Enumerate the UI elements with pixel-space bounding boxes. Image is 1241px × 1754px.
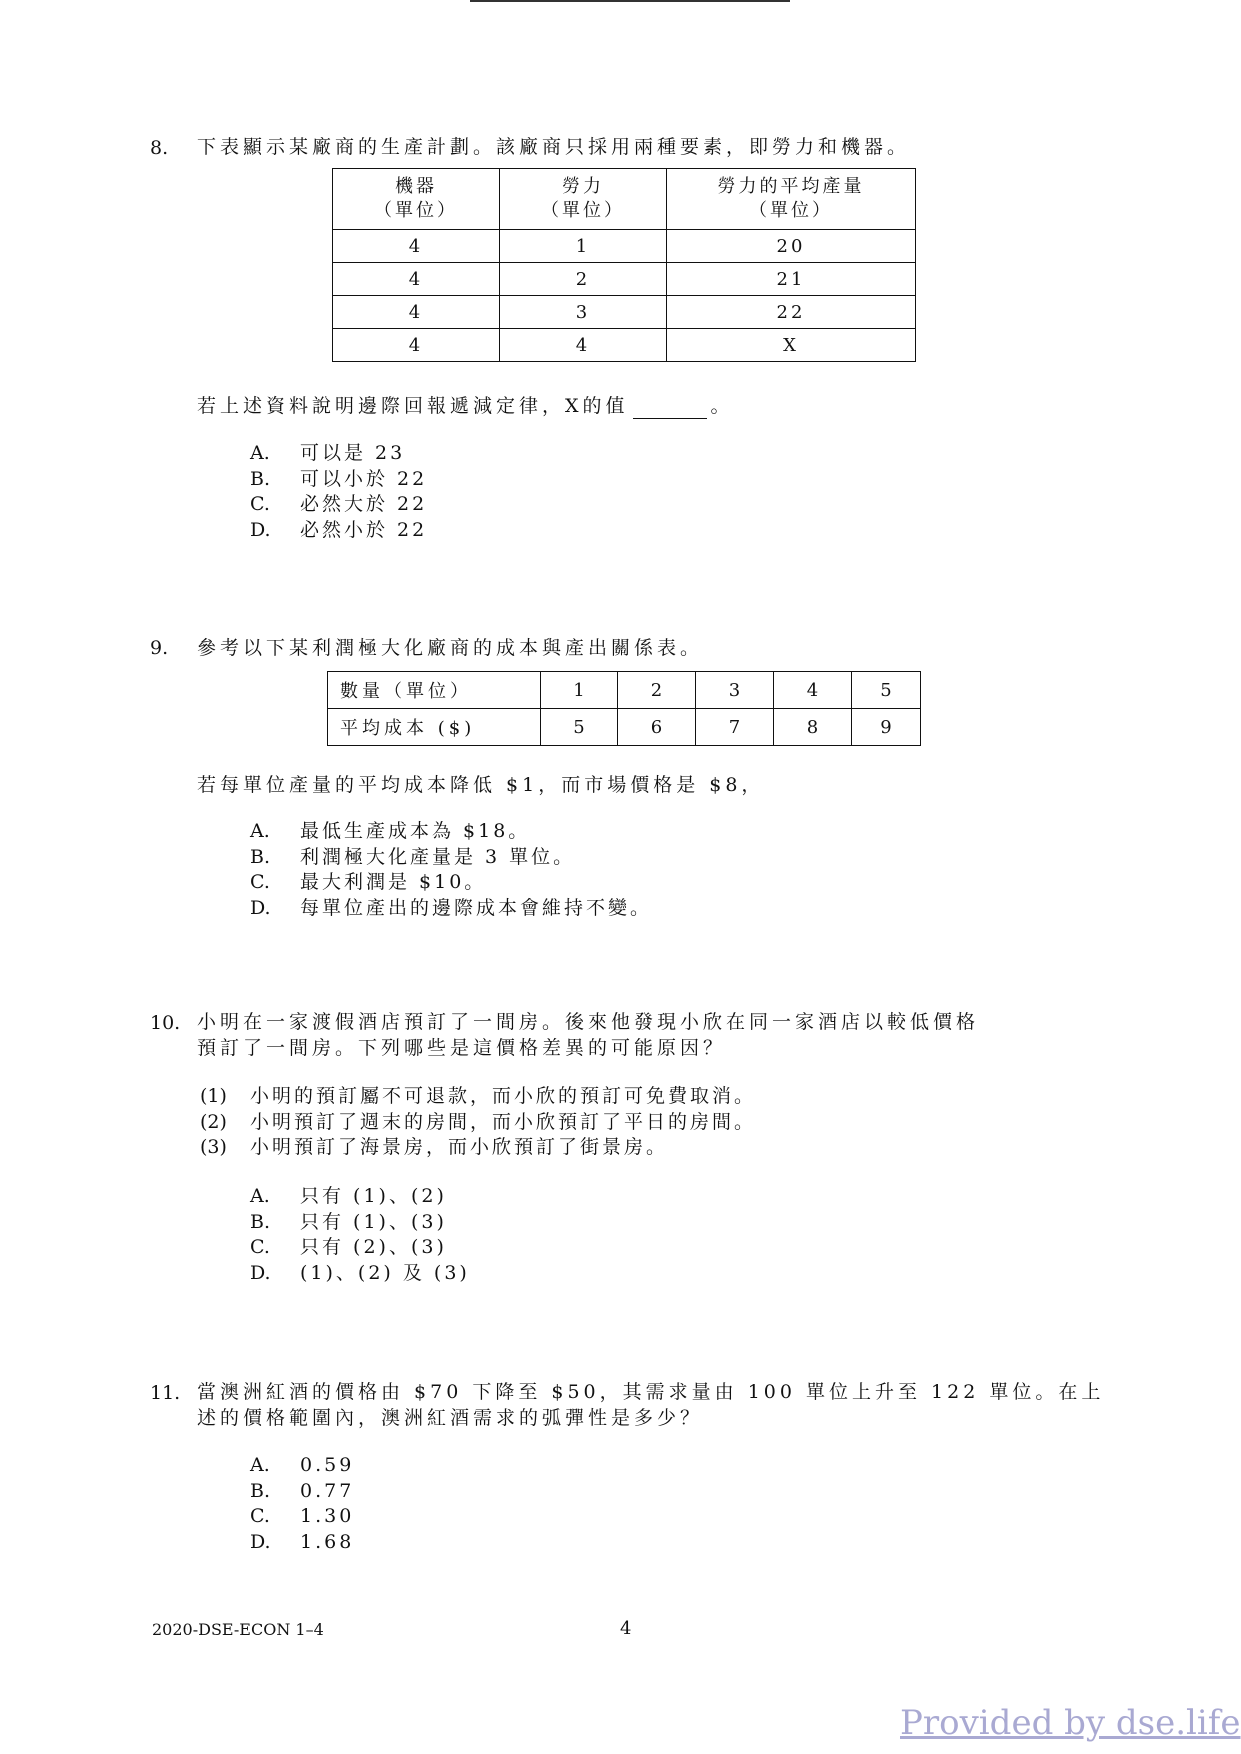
q9-number: 9. (150, 637, 169, 659)
statement-3: (3) 小明預訂了海景房，而小欣預訂了街景房。 (200, 1136, 669, 1158)
q9-text: 參考以下某利潤極大化廠商的成本與產出關係表。 (197, 637, 704, 659)
q8-question: 若上述資料說明邊際回報遞減定律，X的值 。 (197, 395, 734, 417)
q11-text: 當澳洲紅酒的價格由 $70 下降至 $50，其需求量由 100 單位上升至 122 單位。在上 述的價格範圍內，澳洲紅酒需求的弧彈性是多少？ (197, 1381, 1105, 1429)
q10-statements (200, 1084, 756, 1161)
option-c: C. 1.30 (250, 1505, 355, 1527)
q9-table (327, 671, 921, 746)
q9-average-cost-label: 平均成本 ($) (328, 709, 541, 746)
option-a: A. 只有 (1)、(2) (250, 1185, 447, 1207)
table-row: 數量（單位） 1 2 3 4 5 (328, 672, 921, 709)
q9-question: 若每單位產量的平均成本降低 $1，而市場價格是 $8， (197, 774, 765, 796)
q8-header-average-product: 勞力的平均產量 （單位） (667, 169, 916, 230)
q10-number: 10. (150, 1012, 181, 1034)
q8-text: 下表顯示某廠商的生產計劃。該廠商只採用兩種要素，即勞力和機器。 (197, 136, 911, 158)
q8-header-labour: 勞力 （單位） (500, 169, 667, 230)
option-b: B. 可以小於 22 (250, 467, 428, 490)
option-c: C. 最大利潤是 $10。 (250, 871, 487, 893)
statement-1: (1) 小明的預訂屬不可退款，而小欣的預訂可免費取消。 (200, 1085, 757, 1107)
option-a: A. 0.59 (250, 1454, 355, 1476)
option-d: D. 1.68 (250, 1530, 355, 1553)
page-number: 4 (620, 1618, 632, 1639)
option-a: A. 最低生產成本為 $18。 (250, 820, 531, 842)
option-d: D. (1)、(2) 及 (3) (250, 1261, 470, 1284)
q11-options (250, 1453, 354, 1555)
q8-options (250, 441, 427, 543)
table-row: 4 1 20 (333, 230, 916, 263)
q8-table (332, 168, 916, 362)
option-b: B. 0.77 (250, 1479, 355, 1502)
option-c: C. 必然大於 22 (250, 493, 428, 515)
q11-number: 11. (150, 1382, 181, 1404)
answer-blank (633, 400, 707, 419)
q8-header-machine: 機器 （單位） (333, 169, 500, 230)
q10-text: 小明在一家渡假酒店預訂了一間房。後來他發現小欣在同一家酒店以較低價格 預訂了一間房。下列哪些是這價格差異的可能原因？ (197, 1011, 980, 1059)
option-a: A. 可以是 23 (250, 442, 406, 464)
option-b: B. 只有 (1)、(3) (250, 1210, 447, 1233)
watermark-link[interactable]: Provided by dse.life (900, 1703, 1241, 1743)
top-rule (470, 0, 790, 2)
option-d: D. 每單位產出的邊際成本會維持不變。 (250, 896, 653, 919)
table-row: 4 4 X (333, 329, 916, 362)
q9-options (250, 819, 652, 921)
paper-code: 2020-DSE-ECON 1–4 (152, 1620, 324, 1639)
statement-2: (2) 小明預訂了週末的房間，而小欣預訂了平日的房間。 (200, 1110, 757, 1133)
option-d: D. 必然小於 22 (250, 518, 428, 541)
q10-options (250, 1184, 470, 1286)
table-row: 4 3 22 (333, 296, 916, 329)
option-c: C. 只有 (2)、(3) (250, 1236, 447, 1258)
option-b: B. 利潤極大化產量是 3 單位。 (250, 845, 576, 868)
table-row: 4 2 21 (333, 263, 916, 296)
q8-number: 8. (150, 137, 169, 159)
q8-table-header-row (333, 169, 916, 230)
q9-quantity-label: 數量（單位） (328, 672, 541, 709)
table-row: 平均成本 ($) 5 6 7 8 9 (328, 709, 921, 746)
